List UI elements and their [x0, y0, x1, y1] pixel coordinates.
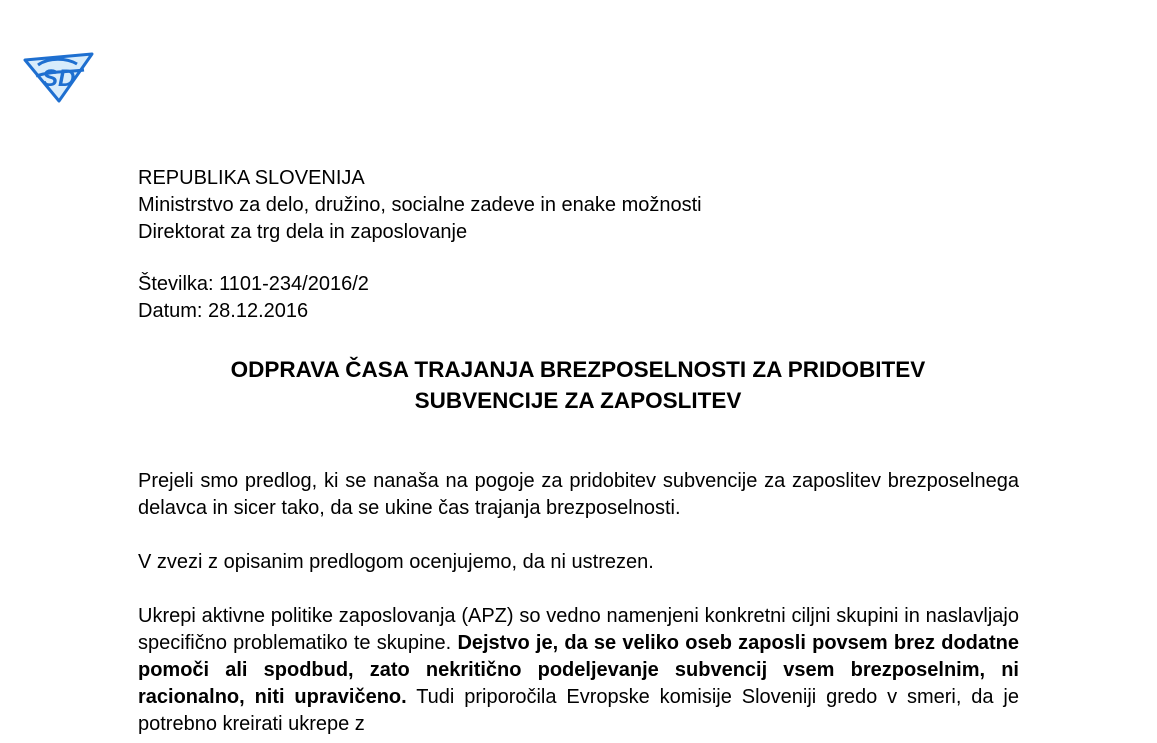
paragraph-3-end: Tudi priporočila Evropske komisije Sloveniji gredo v smeri, da je potrebno kreirati ukrepe z	[138, 686, 1019, 735]
title-line-1: ODPRAVA ČASA TRAJANJA BREZPOSELNOSTI ZA PRIDOBITEV	[230, 357, 926, 382]
document-reference	[138, 271, 369, 325]
header-directorate: Direktorat za trg dela in zaposlovanje	[138, 221, 468, 243]
header-ministry: Ministrstvo za delo, družino, socialne zadeve in enake možnosti	[138, 194, 702, 216]
header-republic: REPUBLIKA SLOVENIJA	[138, 167, 365, 189]
document-title	[138, 354, 1018, 416]
paragraph-3	[138, 603, 1019, 738]
sd-logo	[22, 48, 96, 104]
paragraph-2: V zvezi z opisanim predlogom ocenjujemo, da ni ustrezen.	[138, 551, 654, 573]
reference-date: Datum: 28.12.2016	[138, 300, 309, 322]
paragraph-3-start: Ukrepi aktivne politike zaposlovanja (APZ) so vedno namenjeni konkretni ciljni skupini in naslavljajo specifično problematiko te skupine.	[138, 605, 1019, 654]
title-line-2: SUBVENCIJE ZA ZAPOSLITEV	[414, 388, 742, 413]
svg-text:SD: SD	[42, 65, 76, 92]
ministry-header	[138, 165, 702, 246]
paragraph-1: Prejeli smo predlog, ki se nanaša na pogoje za pridobitev subvencije za zaposlitev brezposelnega delavca in sicer tako, da se ukine čas trajanja brezposelnosti.	[138, 470, 1019, 519]
reference-number: Številka: 1101-234/2016/2	[138, 273, 369, 295]
paragraph-3-bold: Dejstvo je, da se veliko oseb zaposli povsem brez dodatne pomoči ali spodbud, zato nekritično podeljevanje subvencij vsem brezposelnim, ni racionalno, niti upravičeno.	[138, 632, 1020, 708]
